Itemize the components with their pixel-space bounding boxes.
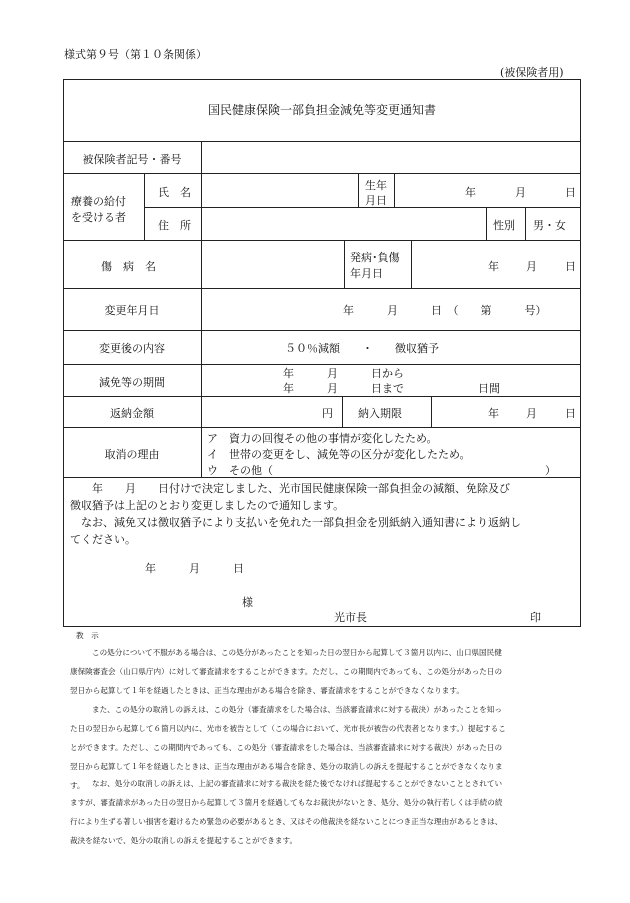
yen-unit: 円 [322,407,333,420]
period-label: 減免等の期間 [99,376,165,389]
change-date-value: 年 月 日 （ 第 号） [343,304,547,317]
instructions-line: た日の翌日から起算して６箇月以内に、光市を被告として（この場合において、光市長が被告の代表者となります。）提起するこ [70,724,506,733]
injury-label: 傷 病 名 [101,260,156,273]
change-date-label: 変更年月日 [104,304,160,317]
sex-label: 性別 [493,219,515,232]
deadline-day-unit: 日 [565,407,576,420]
birth-year-unit: 年 [465,186,476,199]
notice-line-2: 徴収猶予は上記のとおり変更しましたので通知します。 [70,499,345,512]
instructions-paragraph-3 [70,774,586,850]
birth-month-unit: 月 [515,186,526,199]
notice-line-4: てください。 [70,533,136,546]
instructions-line: 行により生ずる著しい損害を避けるため緊急の必要があるとき、又はその他裁決を経ないことにつき正当な理由があるときは、 [70,817,503,826]
reason-u: ウ その他（ [207,464,273,477]
birth-day-unit: 日 [565,186,576,199]
deadline-label: 納入期限 [358,407,402,420]
date-line: 年 月 日 [145,562,244,575]
name-label: 氏 名 [158,186,191,199]
seal-mark: 印 [530,611,541,624]
deadline-year-unit: 年 [488,407,499,420]
deadline-month-unit: 月 [526,407,537,420]
form-title: 国民健康保険一部負担金減免等変更通知書 [207,103,436,117]
notice-line-3: なお、減免又は徴収猶予により支払いを免れた一部負担金を別紙納入通知書により返納し [70,516,521,529]
instructions-line: とができます。ただし、この期間内であっても、この処分（審査請求をした場合は、当該審査請求に対する裁決）があった日の [70,743,503,752]
instructions-line: 翌日から起算して１年を経過したときは、正当な理由がある場合を除き、処分の取消しの訴えを提起することができなくなりま [70,762,503,771]
cancel-label: 取消の理由 [104,448,160,461]
refund-label: 返納金額 [110,407,154,420]
birth-label-2: 月日 [365,194,387,207]
onset-label-1: 発病･負傷 [350,251,400,264]
sex-value: 男・女 [533,219,566,232]
instructions-line: なお、処分の取消しの訴えは、上記の審査請求に対する裁決を経た後でなければ提起することができないこととされてい [92,779,503,788]
onset-day-unit: 日 [565,260,576,273]
instructions-line: 康保険審査会（山口県庁内）に対して審査請求をすることができます。ただし、この期間内であっても、この処分があった日の [70,667,503,676]
recipient-label-1: 療養の給付 [71,195,126,208]
reason-u-close: ） [545,464,556,477]
instructions-line: す。 [70,781,85,790]
reason-a: ア 資力の回復その他の事情が変化したため。 [207,432,438,445]
reason-i: イ 世帯の変更をし、減免等の区分が変化したため。 [207,448,471,461]
instructions-paragraph-1 [70,643,586,700]
mayor-label: 光市長 [334,611,367,624]
content-label: 変更後の内容 [99,342,165,355]
period-to: 年 月 日まで [283,382,404,395]
instructions-line: また、この処分の取消しの訴えは、この処分（審査請求をした場合は、当該審査請求に対する裁決）があったことを知っ [92,705,502,714]
insured-number-label: 被保険者記号・番号 [82,153,182,166]
birth-label-1: 生年 [365,179,387,192]
period-days: 日間 [478,382,500,395]
period-from: 年 月 日から [283,367,404,380]
instructions-line: 裁決を経ないで、処分の取消しの訴えを提起することができます。 [70,836,298,845]
recipient-label-2: を受ける者 [71,211,126,224]
onset-label-2: 年月日 [350,267,383,280]
sama: 様 [242,596,253,609]
content-value: ５０％減額 ・ 徴収猶予 [285,342,439,355]
address-label: 住 所 [158,219,191,232]
onset-month-unit: 月 [526,260,537,273]
instructions-line: 翌日から起算して１年を経過したときは、正当な理由がある場合を除き、審査請求をすることができなくなります。 [70,686,464,695]
onset-year-unit: 年 [488,260,499,273]
notice-line-1: 年 月 日付けで決定しました、光市国民健康保険一部負担金の減額、免除及び [70,482,510,495]
instructions-line: ますが、審査請求があった日の翌日から起算して３箇月を経過してもなお裁決がないとき、処分、処分の執行若しくは手続の続 [70,798,503,807]
instructions-line: この処分について不服がある場合は、この処分があったことを知った日の翌日から起算して３箇月以内に、山口県国民健 [92,648,502,657]
form-number: 様式第９号（第１０条関係） [64,48,207,61]
copy-type: (被保険者用) [500,66,564,79]
instructions-title: 教 示 [76,631,99,640]
